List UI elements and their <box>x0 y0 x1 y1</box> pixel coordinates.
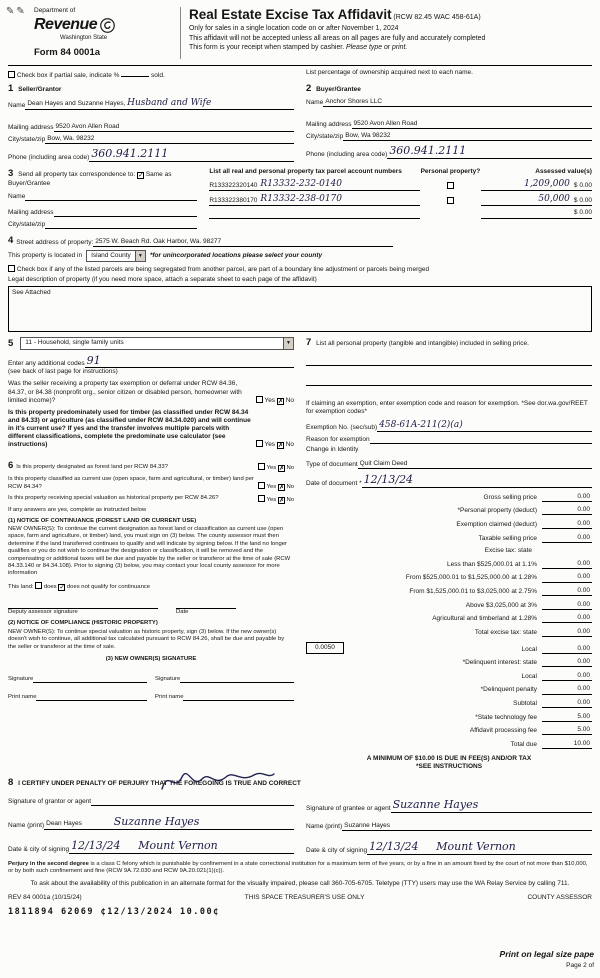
grantor-date-city-label: Date & city of signing <box>8 845 70 853</box>
correspondence-name-input[interactable] <box>25 193 197 201</box>
header-note-3 <box>189 44 592 53</box>
tax-line-label: Gross selling price <box>483 493 537 501</box>
document-type-input[interactable] <box>358 460 592 469</box>
correspondence-csz-label: City/state/zip <box>8 221 46 228</box>
additional-codes-input[interactable] <box>85 354 294 369</box>
seller-mailing-input[interactable] <box>54 123 294 132</box>
no-label: No <box>285 441 294 449</box>
tax-line-value: 5.00 <box>542 713 592 722</box>
county-note: *for unincorporated locations please select your county <box>149 252 323 259</box>
grantee-print-name-label: Name (print) <box>306 822 343 830</box>
no-label: No <box>286 483 294 490</box>
additional-codes-value: 91 <box>86 353 101 367</box>
notice-continuance-body: NEW OWNER(S): To continue the current designation as forest land or classification as current use (open space, farm and agriculture, or timber) land, you must sign on (3) below. The county assessor must then determine if the land transferred continues to qualify and will indicate by signing below. If the land no longer qualifies or you do not wish to continue the designation or classification, it will be removed and the compensating or additional taxes will be due and payable by the seller or transferor at the time of sale (RCW 84.33.140 or 84.34.108). Prior to signing (3) below, you may contact your local county assessor for more information <box>8 526 291 577</box>
rev-form-id: REV 84 0001a (10/15/24) <box>8 893 82 901</box>
tax-line-value: 5.00 <box>542 726 592 735</box>
yes-label: Yes <box>264 441 276 449</box>
property-address-section <box>8 235 592 332</box>
exemption-number-label: Exemption No. (sec/sub) <box>306 423 378 431</box>
buyer-name-label: Name <box>306 98 324 106</box>
seller-name-handwriting: Husband and Wife <box>127 97 212 108</box>
does-label: does <box>43 583 57 590</box>
personal-property-header: Personal property? <box>420 167 481 175</box>
tax-computation-section <box>300 460 592 771</box>
personal-property-section <box>300 337 592 454</box>
grantee-date-city-label: Date & city of signing <box>306 846 368 854</box>
tax-line-label: Affidavit processing fee <box>469 727 537 735</box>
tax-line-value: 0.00 <box>542 573 592 582</box>
pencil-icon: ✎ <box>6 6 17 17</box>
grantor-print-name-label: Name (print) <box>8 821 45 829</box>
street-address-label: Street address of property: <box>16 238 94 246</box>
q1-yes-checkbox[interactable] <box>256 396 263 403</box>
tax-line-value: 0.00 <box>542 614 592 623</box>
personal-property-input-line-2[interactable] <box>306 378 592 386</box>
no-label: No <box>286 464 294 471</box>
assessed-typed-value: $ 0.00 <box>573 182 592 189</box>
grantor-name-handwriting: Suzanne Hayes <box>113 815 200 829</box>
yes-label: Yes <box>266 464 277 471</box>
same-as-buyer-label: Same as Buyer/Grantee <box>8 170 172 187</box>
buyer-mailing-value: 9520 Avon Allen Road <box>353 119 418 127</box>
parcel-number-input[interactable] <box>209 218 419 219</box>
personal-property-input-line-1[interactable] <box>306 358 592 366</box>
seller-csz-input[interactable] <box>45 135 294 144</box>
washington-state-label: Washington State <box>60 35 108 42</box>
this-land-label: This land: <box>8 583 34 590</box>
owner-print-name-input-2[interactable] <box>183 693 294 701</box>
historic-no-checkbox[interactable]: ✗ <box>278 496 285 504</box>
partial-sale-percent-input[interactable] <box>121 69 149 77</box>
assessed-typed-value: $ 0.00 <box>573 197 592 205</box>
buyer-phone-label: Phone (including area code) <box>306 150 388 158</box>
current-use-question: Is this property classified as current use (open space, farm and agricultural, or timber) land per RCW 84.34? <box>8 476 254 490</box>
section-6-number: 6 <box>8 460 14 472</box>
county-assessor-label: COUNTY ASSESSOR <box>527 893 592 901</box>
forest-land-section <box>8 460 300 771</box>
does-not-qualify-checkbox[interactable]: ✓ <box>59 583 66 591</box>
correspondence-parcels-row <box>8 168 592 229</box>
seller-phone-input[interactable] <box>89 147 294 162</box>
partial-sale-sold-label: sold. <box>151 71 165 79</box>
grantor-city-handwriting: Mount Vernon <box>138 839 218 852</box>
deputy-assessor-signature-input[interactable] <box>8 601 158 609</box>
historic-yes-checkbox[interactable] <box>258 495 265 502</box>
correspondence-mailing-input[interactable] <box>54 209 198 217</box>
tax-line-value: 0.00 <box>542 493 592 502</box>
alternate-format-note: To ask about the availability of this publication in an alternate format for the visually impaired, please call 360-705-6705. Teletype (TTY) users may use the WA Relay Service by calling 711. <box>30 879 570 887</box>
buyer-section <box>300 83 592 162</box>
seller-grantor-heading: Seller/Grantor <box>18 85 62 93</box>
tax-line-label: Agricultural and timberland at 1.28% <box>432 615 537 623</box>
assessed-value-input[interactable] <box>481 179 592 191</box>
current-use-yes-checkbox[interactable] <box>258 482 265 489</box>
tax-line-label: Total due <box>510 740 537 748</box>
seller-mailing-label: Mailing address <box>8 123 54 131</box>
same-as-buyer-checkbox[interactable]: ✓ <box>138 171 144 179</box>
owner-signature-input-1[interactable] <box>33 675 147 683</box>
tax-line-label: From $525,000.01 to $1,525,000.00 at 1.28% <box>405 574 537 582</box>
grantee-print-name-value: Suzanne Hayes <box>344 821 391 829</box>
chevron-down-icon: ▼ <box>135 251 145 261</box>
delinquent-interest-label: *Delinquent interest: state <box>462 659 537 667</box>
grantee-signature-label: Signature of grantee or agent <box>306 804 391 812</box>
seller-name-label: Name <box>8 101 26 109</box>
parcel-row <box>209 194 592 206</box>
grantee-signature-handwriting: Suzanne Hayes <box>392 798 479 812</box>
grantee-print-name-input[interactable] <box>342 822 592 831</box>
certification-section <box>8 777 592 855</box>
local-rate-box[interactable]: 0.0050 <box>306 642 344 654</box>
pencil-icon-2: ✎ <box>16 6 27 17</box>
q1-no-checkbox[interactable]: ✗ <box>277 397 284 405</box>
parcel-typed-value: R133322380170 <box>209 197 258 205</box>
grantee-date-city-input[interactable] <box>367 840 592 855</box>
section-7-number: 7 <box>306 337 312 349</box>
tax-line-value: 0.00 <box>542 560 592 569</box>
county-select-value: Island County <box>91 252 131 259</box>
correspondence-name-label: Name <box>8 192 26 200</box>
notice-continuance-title: (1) NOTICE OF CONTINUANCE (FOREST LAND OR CURRENT USE) <box>8 517 197 524</box>
buyer-csz-label: City/state/zip <box>306 132 344 140</box>
legal-description-label: Legal description of property (if you need more space, attach a separate sheet to each page of the affidavit) <box>8 276 317 284</box>
buyer-csz-value: Bow, Wa 98232 <box>345 131 391 139</box>
title-block <box>180 7 592 59</box>
personal-property-checkbox[interactable] <box>447 197 454 204</box>
owner-signature-label: Signature <box>8 675 34 682</box>
correspondence-mailing-label: Mailing address <box>8 208 54 216</box>
owner-print-name-label: Print name <box>155 693 184 700</box>
delinquent-interest-value: 0.00 <box>542 658 592 667</box>
delinquent-local-value: 0.00 <box>542 672 592 681</box>
assessed-handwritten-value: 50,000 <box>538 194 570 205</box>
land-use-select-value: 11 - Household, single family units <box>25 339 124 347</box>
personal-property-checkbox[interactable] <box>447 182 454 189</box>
pencil-icon <box>6 6 27 19</box>
grantor-print-name-value: Dean Hayes <box>46 820 82 828</box>
use-code-personal-property-row <box>8 337 592 454</box>
owner-print-name-label: Print name <box>8 693 37 700</box>
local-tax-value: 0.00 <box>542 645 592 654</box>
tax-line-value: 10.00 <box>542 740 592 749</box>
seller-csz-value: Bow, Wa. 98232 <box>47 134 95 142</box>
legal-description-input[interactable] <box>8 286 592 332</box>
page-number: Page 2 of <box>566 961 594 969</box>
seller-section <box>8 83 300 162</box>
section-8-number: 8 <box>8 777 14 789</box>
additional-codes-label: Enter any additional codes <box>8 360 85 368</box>
tax-line-value: 0.00 <box>542 601 592 610</box>
agency-brand <box>34 7 172 59</box>
minimum-due-note: A MINIMUM OF $10.00 IS DUE IN FEE(S) AND/OR TAX <box>366 755 532 762</box>
q2-no-checkbox[interactable]: ✗ <box>277 442 284 450</box>
segregated-parcel-label: Check box if any of the listed parcels are being segregated from another parcel, are part of a boundary line adjustment or parcels being merged <box>16 266 430 274</box>
tax-line-value: 0.00 <box>542 534 592 543</box>
notice-compliance-title: (2) NOTICE OF COMPLIANCE (HISTORIC PROPERTY) <box>8 620 158 627</box>
owner-print-name-input-1[interactable] <box>36 693 147 701</box>
ownership-percent-note: List percentage of ownership acquired next to each name. <box>306 68 473 76</box>
excise-tax-state-header: Excise tax: state <box>484 547 532 555</box>
cashier-stamp: 1811894 62069 ¢12/13/2024 10.00¢ <box>8 906 220 917</box>
form-title-reference: (RCW 82.45 WAC 458-61A) <box>393 14 481 21</box>
section-4-number: 4 <box>8 235 14 247</box>
revenue-logo-icon <box>100 18 115 33</box>
grantor-signature-input[interactable] <box>91 798 294 806</box>
form-number: Form 84 0001a <box>34 46 101 58</box>
q2-yes-checkbox[interactable] <box>256 440 263 447</box>
top-row <box>8 69 592 80</box>
deputy-assessor-date-label: Date <box>176 609 189 615</box>
deputy-assessor-date-input[interactable] <box>176 601 236 609</box>
new-owner-signature-title: (3) NEW OWNER(S) SIGNATURE <box>105 655 197 662</box>
legal-size-note <box>500 949 594 970</box>
assessed-handwritten-value: 1,209,000 <box>524 178 570 189</box>
tax-line-value: 0.00 <box>542 506 592 515</box>
seller-mailing-value: 9520 Avon Allen Road <box>55 122 120 130</box>
grantee-city-handwriting: Mount Vernon <box>436 840 516 853</box>
assessed-value-input[interactable] <box>481 194 592 206</box>
grantee-signature-input[interactable] <box>391 798 592 813</box>
forest-land-tax-row <box>8 460 592 771</box>
does-not-qualify-label: does not qualify for continuance <box>66 583 151 590</box>
seller-name-value: Dean Hayes and Suzanne Hayes, <box>27 99 126 107</box>
tax-line-label: Less than $525,000.01 at 1.1% <box>447 560 537 568</box>
perjury-statement <box>8 861 592 876</box>
owner-signature-label: Signature <box>155 675 181 682</box>
land-use-select[interactable] <box>20 337 294 349</box>
grantee-date-handwriting: 12/13/24 <box>369 840 419 853</box>
form-header <box>8 5 592 63</box>
certify-statement: I CERTIFY UNDER PENALTY OF PERJURY THAT THE FOREGOING IS TRUE AND CORRECT <box>18 780 301 788</box>
street-address-value: 2575 W. Beach Rd. Oak Harbor, Wa. 98277 <box>95 237 222 245</box>
forest-yes-checkbox[interactable] <box>258 463 265 470</box>
print-legal-size-label: Print on legal size pape <box>499 949 594 960</box>
parcel-row <box>209 179 592 191</box>
receipt-note: This form is your receipt when stamped by cashier. <box>189 44 345 52</box>
buyer-csz-input[interactable] <box>343 132 592 141</box>
perjury-rest: is a class C felony which is punishable by confinement in a state correctional institution for a maximum term of five years, or by a fine in an amount fixed by the court of not more than $10,000, or by both such confinement and fine (RCW 9A.72.030 and RCW 9A.20.021(1)(c)). <box>8 860 588 875</box>
forest-land-question: Is this property designated as forest land per RCW 84.33? <box>16 464 168 471</box>
parcel-handwritten-value: R13332-232-0140 <box>260 178 342 189</box>
exemption-number-input[interactable] <box>377 420 592 432</box>
notice-compliance-body: NEW OWNER(S): To continue special valuation as historic property, sign (3) below. If the new owner(s) doesn't wish to continue, all additional tax calculated pursuant to RCW 84.26, shall be due and payable by the seller or transferor at the time of sale. <box>8 628 285 650</box>
yes-label: Yes <box>266 496 277 503</box>
tax-line-value: 0.00 <box>542 699 592 708</box>
delinquent-local-label: Local <box>521 672 537 680</box>
buyer-mailing-label: Mailing address <box>306 120 352 128</box>
document-type-label: Type of document <box>306 461 358 469</box>
county-select[interactable] <box>86 250 146 262</box>
correspondence-csz-input[interactable] <box>45 221 197 229</box>
grantor-date-handwriting: 12/13/24 <box>71 839 121 852</box>
assessed-typed-value: $ 0.00 <box>573 209 592 217</box>
no-label: No <box>286 496 294 503</box>
tax-line-label: Exemption claimed (deduct) <box>456 520 537 528</box>
footer-row <box>8 894 592 902</box>
parcel-table <box>203 168 592 229</box>
personal-property-label: List all personal property (tangible and intangible) included in selling price. <box>316 340 529 348</box>
treasurer-use-label: THIS SPACE TREASURER'S USE ONLY <box>244 893 365 901</box>
assessed-value-header: Assessed value(s) <box>535 167 592 175</box>
tax-correspondence-section <box>8 168 203 229</box>
section-3-number: 3 <box>8 167 14 179</box>
parcel-numbers-header: List all real and personal property tax parcel account numbers <box>209 167 402 175</box>
exemption-number-value: 458-61A-211(2)(a) <box>379 419 463 430</box>
document-date-label: Date of document * <box>306 480 362 487</box>
street-address-input[interactable] <box>93 238 393 247</box>
header-divider <box>8 65 592 66</box>
tax-line-label: Subtotal <box>513 700 537 707</box>
section-5-number: 5 <box>8 337 14 349</box>
header-note-1: Only for sales in a single location code on or after November 1, 2024 <box>189 24 399 32</box>
predominate-use-question: Is this property predominately used for timber (as classified under RCW 84.34 and 84.33) or agriculture (as classified under RCW 84.34.020) and will continue in it's current use? If yes and the transfer involves multiple parcels with different classifications, complete the predominate use calculator (see instructions) <box>8 408 251 449</box>
parcel-typed-value: R133322320140 <box>209 182 258 189</box>
tax-line-value: 0.00 <box>542 520 592 529</box>
grantor-date-city-input[interactable] <box>69 839 294 854</box>
form-title: Real Estate Excise Tax Affidavit <box>189 7 392 22</box>
if-any-yes-note: If any answers are yes, complete as instructed below <box>8 507 147 514</box>
parties-row <box>8 83 592 162</box>
historic-property-question: Is this property receiving special valuation as historical property per RCW 84.26? <box>8 494 219 501</box>
tax-line-label: Total excise tax: state <box>474 628 537 636</box>
deputy-assessor-signature-label: Deputy assessor signature <box>8 609 78 615</box>
exemption-reason-label: Reason for exemption <box>306 436 370 443</box>
exemption-reason-value: Change in Identity <box>306 446 359 454</box>
local-tax-label: Local <box>521 645 537 653</box>
tax-line-label: Above $3,025,000 at 3% <box>465 601 537 609</box>
parcel-number-input[interactable] <box>209 194 419 206</box>
exemption-instructions: If claiming an exemption, enter exemption code and reason for exemption. *See dor.wa.gov/REET for exemption codes* <box>306 399 588 415</box>
yes-label: Yes <box>266 483 277 490</box>
header-note-2: This affidavit will not be accepted unless all areas on all pages are fully and accurately completed <box>189 34 486 42</box>
grantor-print-name-input[interactable] <box>44 815 294 830</box>
assessed-value-input[interactable] <box>481 209 592 218</box>
document-type-value: Quit Claim Deed <box>359 460 408 468</box>
dept-of-label: Department of <box>34 7 76 14</box>
seller-name-input[interactable] <box>25 98 294 110</box>
exemption-reason-input[interactable] <box>370 436 592 444</box>
tax-line-label: From $1,525,000.01 to $3,025,000 at 2.75% <box>409 588 537 595</box>
partial-sale-checkbox[interactable] <box>8 71 15 78</box>
parcel-handwritten-value: R13332-238-0170 <box>260 194 342 205</box>
section-1-number: 1 <box>8 82 14 94</box>
tax-line-value: 0.00 <box>542 628 592 637</box>
correspondence-label: Send all property tax correspondence to: <box>18 170 136 178</box>
seller-phone-label: Phone (including area code) <box>8 153 90 161</box>
buyer-phone-value: 360.941.2111 <box>389 143 467 157</box>
buyer-name-input[interactable] <box>323 98 592 107</box>
buyer-grantee-heading: Buyer/Grantee <box>316 85 361 93</box>
seller-csz-label: City/state/zip <box>8 135 46 143</box>
yes-label: Yes <box>264 396 276 404</box>
current-use-no-checkbox[interactable]: ✗ <box>278 483 285 491</box>
no-label: No <box>285 396 294 404</box>
section-2-number: 2 <box>306 82 312 94</box>
tax-line-label: *State technology fee <box>475 713 537 721</box>
grantor-signature-label: Signature of grantor or agent <box>8 798 92 806</box>
does-qualify-checkbox[interactable] <box>35 582 42 589</box>
partial-sale-label: Check box if partial sale, indicate % <box>16 71 120 79</box>
document-date-input[interactable] <box>362 473 592 488</box>
parcel-number-input[interactable] <box>209 179 419 191</box>
codes-instructions-note: (see back of last page for instructions) <box>8 368 118 376</box>
tax-line-label: *Delinquent penalty <box>480 686 537 694</box>
tax-line-value: 0.00 <box>542 587 592 596</box>
forest-no-checkbox[interactable]: ✗ <box>278 464 285 472</box>
tax-line-value: 0.00 <box>542 685 592 694</box>
owner-signature-input-2[interactable] <box>180 675 294 683</box>
document-date-value: 12/13/24 <box>363 473 414 487</box>
revenue-wordmark: Revenue <box>34 16 98 34</box>
parcel-row <box>209 209 592 218</box>
buyer-name-value: Anchor Shores LLC <box>325 97 383 105</box>
chevron-down-icon: ▼ <box>283 338 293 348</box>
seller-phone-value: 360.941.2111 <box>91 147 169 160</box>
tax-line-label: *Personal property (deduct) <box>457 507 537 515</box>
type-or-print-note: Please type or print. <box>346 44 408 52</box>
segregated-parcel-checkbox[interactable] <box>8 265 15 272</box>
see-instructions-note: *SEE INSTRUCTIONS <box>415 763 483 771</box>
land-use-section <box>8 337 300 454</box>
tax-line-label: Taxable selling price <box>478 534 537 542</box>
exemption-deferral-question: Was the seller receiving a property tax exemption or deferral under RCW 84.36, 84.37, or 84.38 (nonprofit org., senior citizen or disabled person, homeowner with limited income)? <box>8 380 242 404</box>
located-in-label: This property is located in <box>8 252 83 259</box>
buyer-mailing-input[interactable] <box>352 120 592 129</box>
perjury-bold-lead: Perjury in the second degree <box>8 860 89 867</box>
buyer-phone-input[interactable] <box>387 144 592 159</box>
legal-description-value: See Attached <box>12 289 51 297</box>
